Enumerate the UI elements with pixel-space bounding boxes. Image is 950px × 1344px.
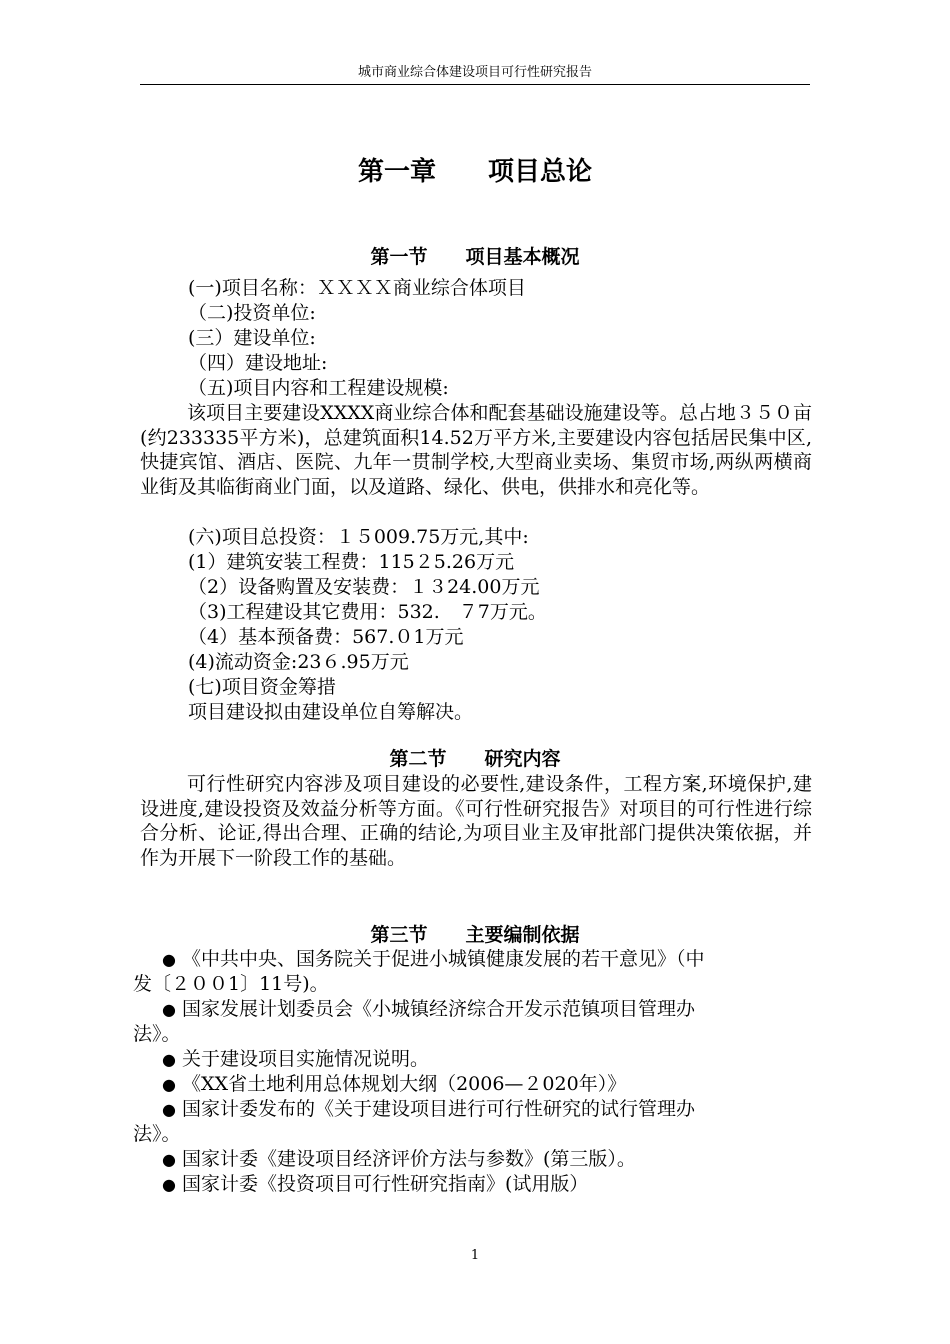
construction-cost-line: (1）建筑安装工程费：115２5.26万元 bbox=[188, 551, 515, 573]
basis-item-2-cont: 法》。 bbox=[133, 1023, 181, 1045]
basis-item-1: ● 《中共中央、国务院关于促进小城镇健康发展的若干意见》（中 bbox=[162, 948, 705, 970]
section-title-1: 第一节 项目基本概况 bbox=[370, 246, 580, 268]
basis-item-2: ● 国家发展计划委员会《小城镇经济综合开发示范镇项目管理办 bbox=[162, 998, 696, 1020]
basis-item-1-cont: 发〔２００1〕11号)。 bbox=[133, 973, 329, 995]
other-cost-line: （3)工程建设其它费用：532. ７7万元。 bbox=[188, 601, 547, 623]
bullet-icon: ● bbox=[162, 1075, 176, 1094]
project-name-line: (一)项目名称：ＸＸＸＸ商业综合体项目 bbox=[188, 277, 526, 299]
bullet-icon: ● bbox=[162, 1150, 176, 1169]
section-title-2: 第二节 研究内容 bbox=[389, 748, 561, 770]
equipment-cost-line: （2）设备购置及安装费：１３24.00万元 bbox=[188, 576, 540, 598]
basis-item-5-cont: 法》。 bbox=[133, 1123, 181, 1145]
builder-line: (三）建设单位: bbox=[188, 327, 316, 349]
bullet-icon: ● bbox=[162, 1175, 176, 1194]
chapter-title: 第一章 项目总论 bbox=[357, 157, 592, 187]
bullet-icon: ● bbox=[162, 1100, 176, 1119]
research-paragraph: 可行性研究内容涉及项目建设的必要性,建设条件，工程方案,环境保护,建设进度,建设投资及效益分析等方面。《可行性研究报告》对项目的可行性进行综合分析、论证,得出合理、正确的结论,为项目业主及审批部门提供决策依据，并作为开展下一阶段工作的基础。 bbox=[140, 773, 812, 869]
funding-heading-line: (七)项目资金筹措 bbox=[188, 676, 336, 698]
page-header: 城市商业综合体建设项目可行性研究报告 bbox=[140, 64, 810, 85]
basis-item-3: ● 关于建设项目实施情况说明。 bbox=[162, 1048, 430, 1070]
page-number: 1 bbox=[470, 1248, 480, 1263]
basis-item-6: ● 国家计委《建设项目经济评价方法与参数》(第三版）。 bbox=[162, 1148, 636, 1170]
section-title-3: 第三节 主要编制依据 bbox=[370, 924, 580, 946]
working-capital-line: (4)流动资金:23６.95万元 bbox=[188, 651, 409, 673]
bullet-icon: ● bbox=[162, 1050, 176, 1069]
funding-line: 项目建设拟由建设单位自筹解决。 bbox=[188, 701, 474, 723]
basis-item-5: ● 国家计委发布的《关于建设项目进行可行性研究的试行管理办 bbox=[162, 1098, 696, 1120]
reserve-cost-line: （4）基本预备费：567.０1万元 bbox=[188, 626, 464, 648]
basis-item-7: ● 国家计委《投资项目可行性研究指南》(试用版） bbox=[162, 1173, 589, 1195]
bullet-icon: ● bbox=[162, 1000, 176, 1019]
scope-heading-line: （五)项目内容和工程建设规模: bbox=[188, 377, 449, 399]
bullet-icon: ● bbox=[162, 950, 176, 969]
basis-item-4: ● 《XX省土地利用总体规划大纲（2006—２020年）》 bbox=[162, 1073, 627, 1095]
scope-paragraph: 该项目主要建设XXXX商业综合体和配套基础设施建设等。总占地３５０亩(约233335平方米)，总建筑面积14.52万平方米,主要建设内容包括居民集中区,快捷宾馆、酒店、医院、九年一贯制学校,大型商业卖场、集贸市场,两纵两横商业街及其临街商业门面，以及道路、绿化、供电，供排水和亮化等。 bbox=[140, 402, 812, 498]
total-investment-line: (六)项目总投资：１５009.75万元,其中: bbox=[188, 526, 529, 548]
investor-line: （二)投资单位: bbox=[188, 302, 316, 324]
address-line: （四）建设地址: bbox=[188, 352, 328, 374]
